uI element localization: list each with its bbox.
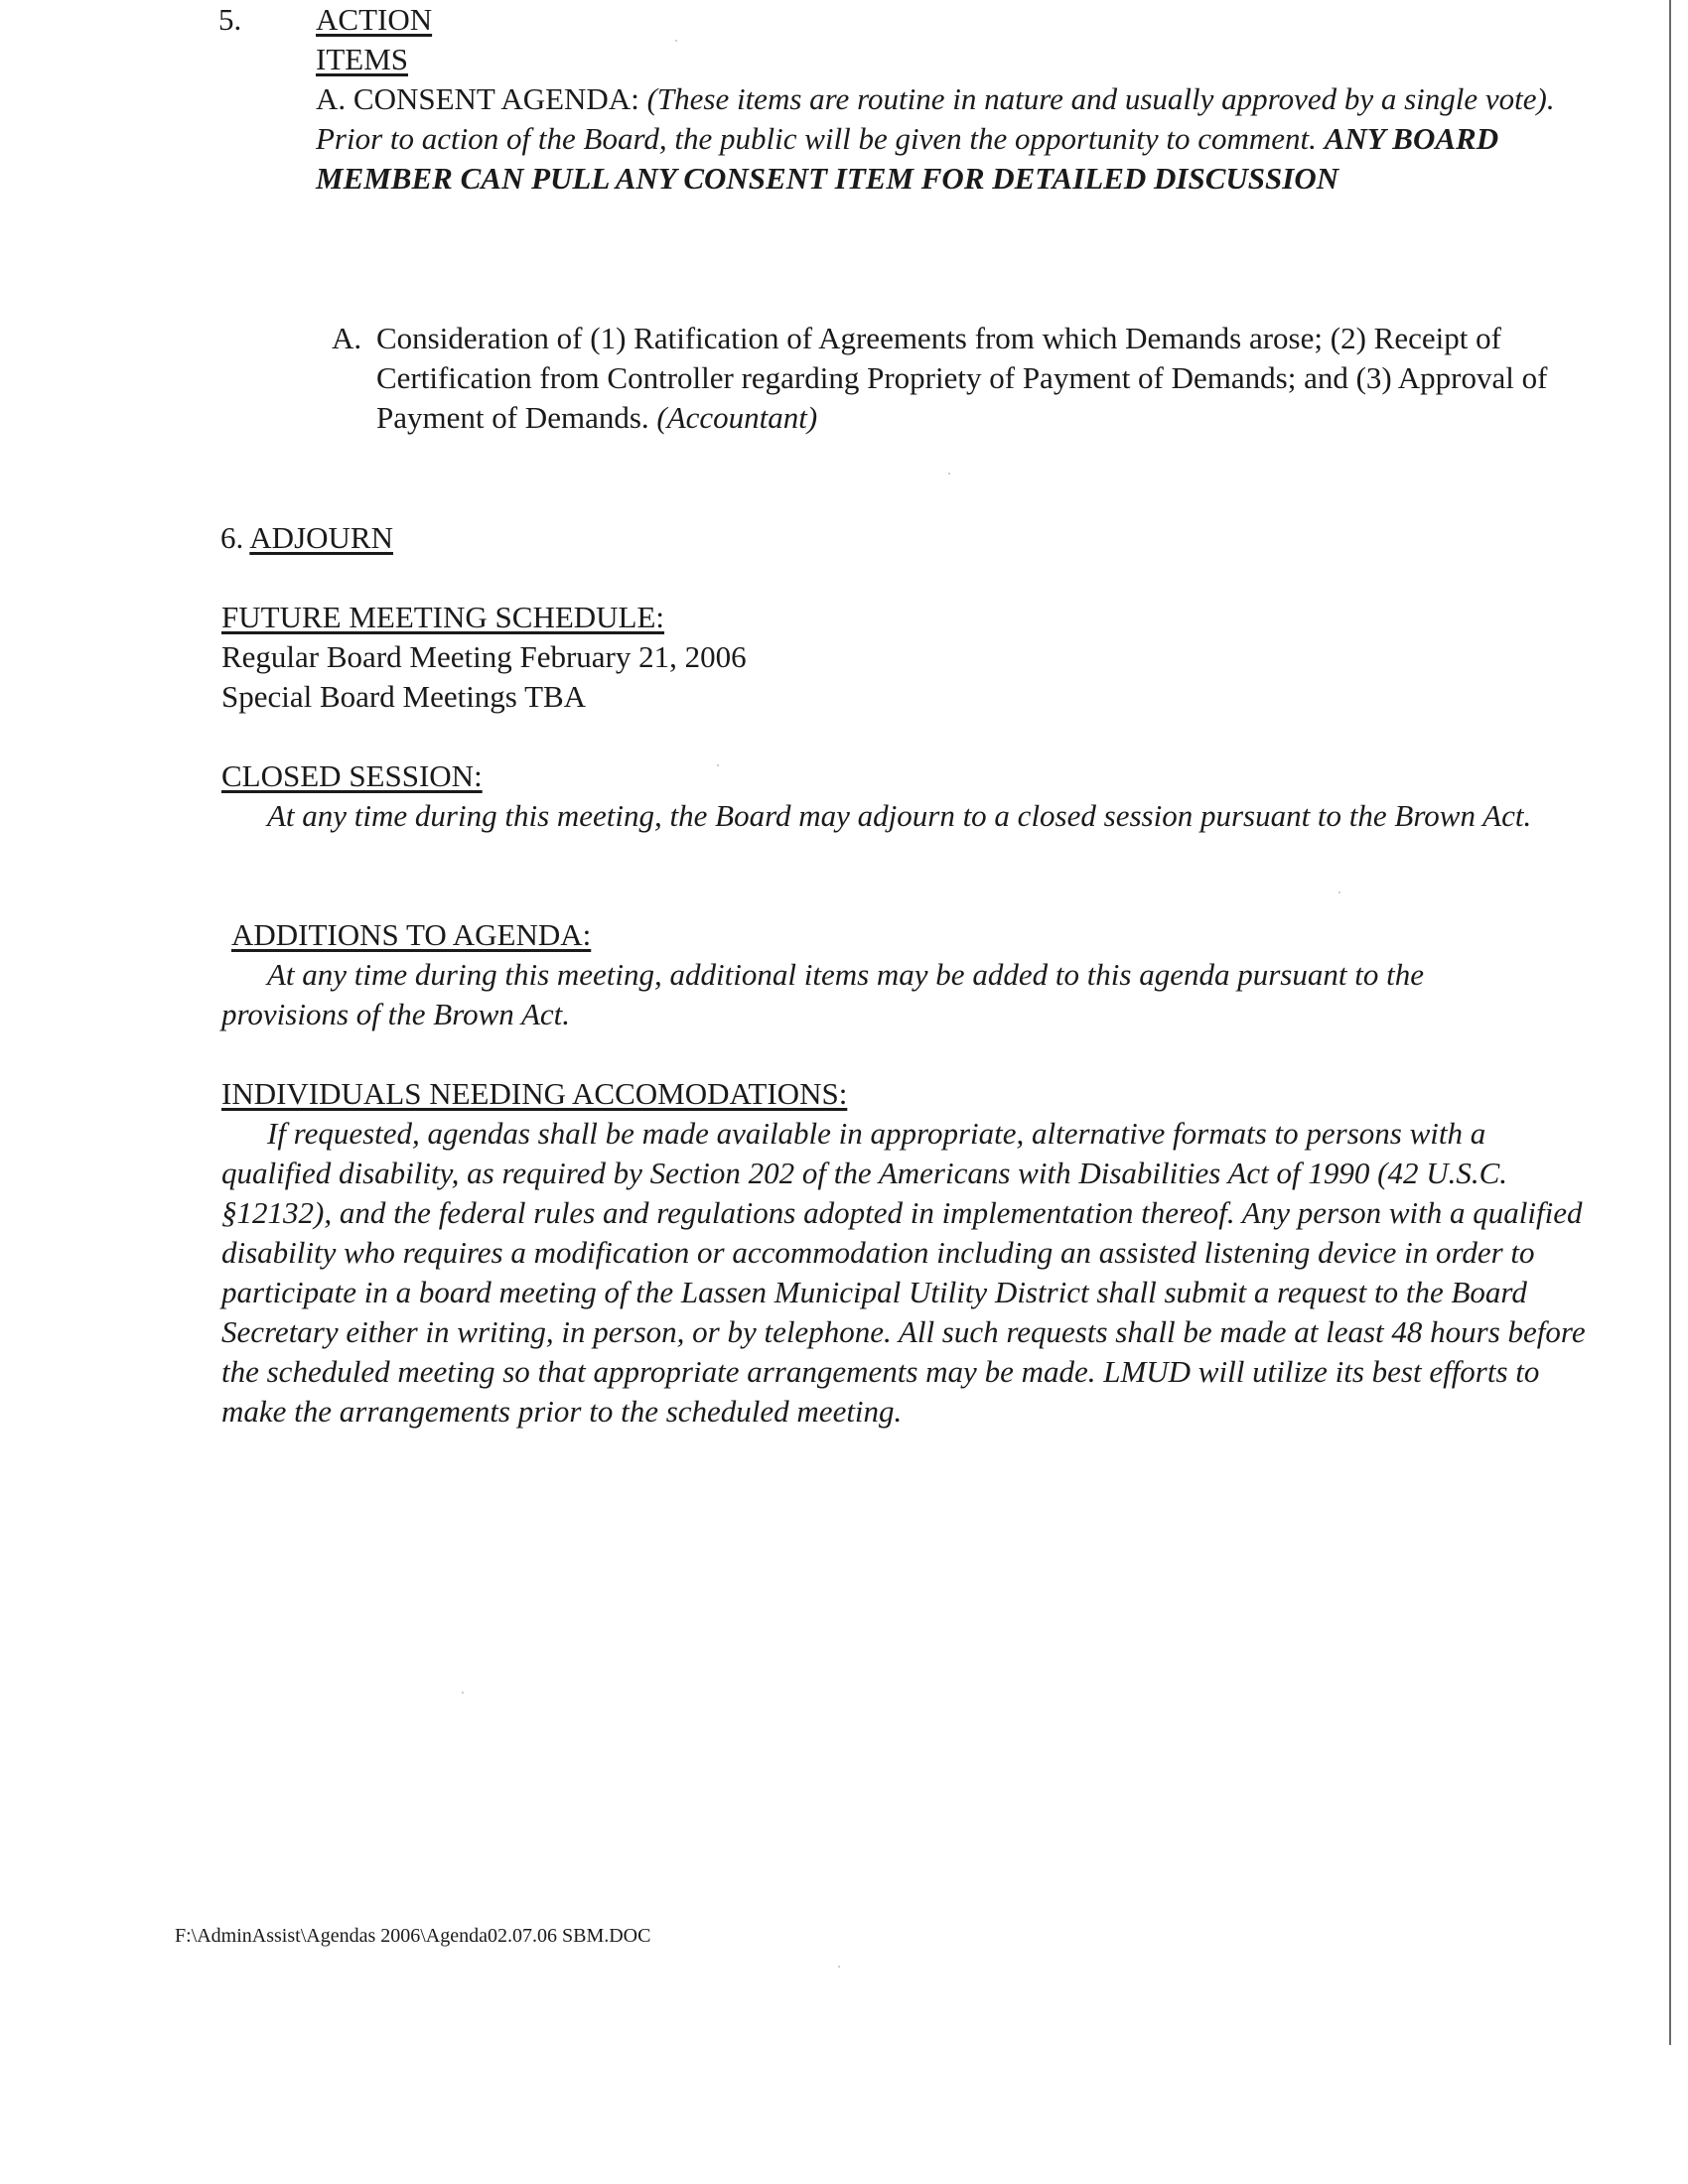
consent-agenda-paragraph bbox=[316, 79, 1597, 199]
future-meeting-heading: FUTURE MEETING SCHEDULE: bbox=[221, 600, 665, 634]
scan-speck bbox=[838, 1966, 840, 1968]
section-6-title: ADJOURN bbox=[249, 520, 393, 555]
consent-agenda-label: A. CONSENT AGENDA: bbox=[316, 81, 639, 116]
agenda-item-a-text: Consideration of (1) Ratification of Agreements from which Demands arose; (2) Receipt of Certification from Controller regarding Propriety of Payment of Demands; and (3) Approval of Payment of Demands. bbox=[376, 321, 1548, 435]
scan-speck bbox=[948, 473, 950, 475]
section-6-number: 6. bbox=[220, 520, 244, 555]
scan-edge-line bbox=[1669, 0, 1671, 2045]
scan-speck bbox=[717, 764, 719, 766]
scan-speck bbox=[675, 40, 677, 42]
closed-session-heading: CLOSED SESSION: bbox=[221, 758, 483, 793]
section-5-number: 5. bbox=[218, 2, 242, 37]
additions-heading: ADDITIONS TO AGENDA: bbox=[231, 917, 592, 952]
future-meeting-line-1: Regular Board Meeting February 21, 2006 bbox=[221, 639, 747, 674]
future-meeting-block bbox=[221, 598, 1512, 717]
agenda-item-a-body bbox=[332, 319, 1593, 438]
consent-agenda-note: (These items are routine in nature and usually approved by a single vote). Prior to action of the Board, the public will be given the opportunity to comment. bbox=[316, 81, 1555, 156]
accommodations-text: If requested, agendas shall be made available in appropriate, alternative formats to persons with a qualified disability, as required by Section 202 of the Americans with Disabilities Act of 1990 (42 U.S.C. §12132), and the federal rules and regulations adopted in implementation thereof. Any person with a qualified disability who requires a modification or accommodation including an assisted listening device in order to participate in a board meeting of the Lassen Municipal Utility District shall submit a request to the Board Secretary either in writing, in person, or by telephone. All such requests shall be made at least 48 hours before the scheduled meeting so that appropriate arrangements may be made. LMUD will utilize its best efforts to make the arrangements prior to the scheduled meeting. bbox=[221, 1116, 1586, 1429]
agenda-item-a bbox=[332, 319, 1593, 438]
closed-session-block bbox=[221, 756, 1572, 836]
future-meeting-line-2: Special Board Meetings TBA bbox=[221, 679, 587, 714]
scan-speck bbox=[1338, 891, 1340, 893]
scan-speck bbox=[462, 1692, 464, 1694]
additions-block bbox=[221, 915, 1512, 1034]
accommodations-heading: INDIVIDUALS NEEDING ACCOMODATIONS: bbox=[221, 1076, 848, 1111]
consent-agenda-bold-note: ANY BOARD MEMBER CAN PULL ANY CONSENT ITEM FOR DETAILED DISCUSSION bbox=[316, 121, 1499, 196]
agenda-item-a-label: A. bbox=[332, 321, 362, 355]
section-6-heading bbox=[220, 518, 393, 558]
agenda-item-a-role: (Accountant) bbox=[656, 400, 818, 435]
footer-file-path: F:\AdminAssist\Agendas 2006\Agenda02.07.06 SBM.DOC bbox=[175, 1925, 651, 1947]
additions-text: At any time during this meeting, additional items may be added to this agenda pursuant to the provisions of the Brown Act. bbox=[221, 957, 1424, 1031]
accommodations-block bbox=[221, 1074, 1597, 1432]
closed-session-text: At any time during this meeting, the Board may adjourn to a closed session pursuant to the Brown Act. bbox=[267, 798, 1532, 833]
section-5-title: ACTION ITEMS bbox=[316, 2, 433, 76]
